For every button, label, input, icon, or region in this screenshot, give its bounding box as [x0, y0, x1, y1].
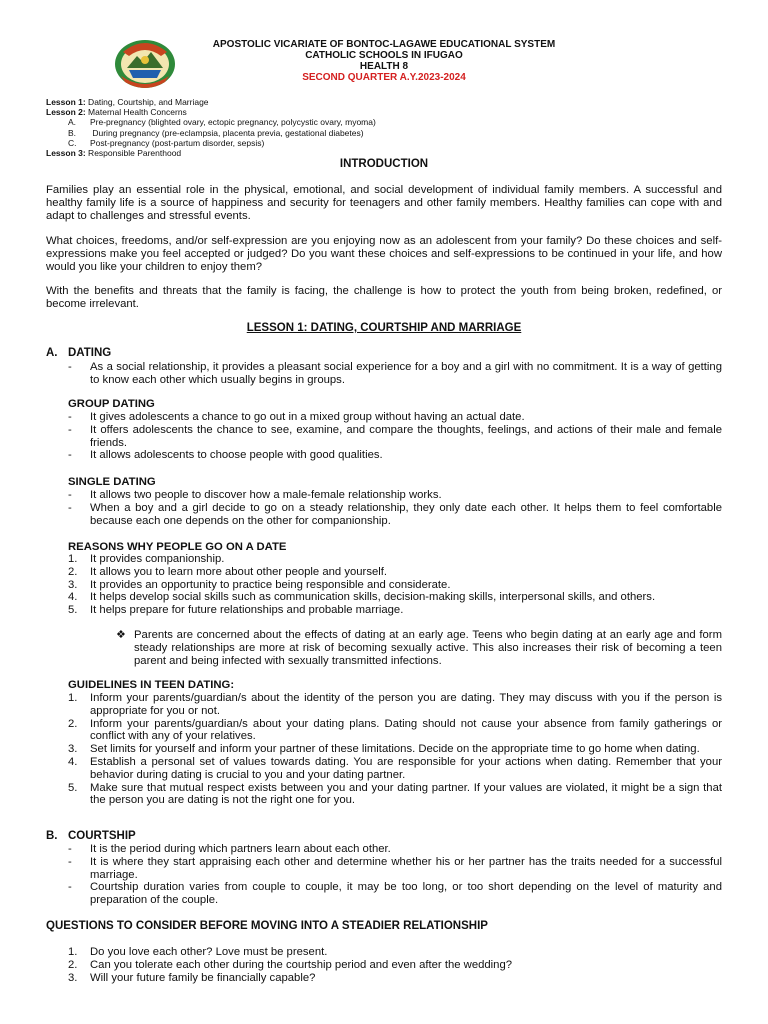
questions-heading: QUESTIONS TO CONSIDER BEFORE MOVING INTO A STEADIER RELATIONSHIP: [46, 920, 488, 932]
lesson1-heading: LESSON 1: DATING, COURTSHIP AND MARRIAGE: [246, 322, 522, 334]
list-item: 1. Inform your parents/guardian/s about the identity of the person you are dating. They may discuss with you if the person is appropriate for you or not.: [68, 692, 722, 717]
list-item: 1. It provides companionship.: [68, 553, 225, 565]
list-item: 5. It helps prepare for future relationships and probable marriage.: [68, 604, 404, 617]
single-dating-list: [68, 489, 722, 527]
list-item: - It gives adolescents a chance to go out in a mixed group without having an actual date.: [68, 411, 525, 423]
reasons-heading: REASONS WHY PEOPLE GO ON A DATE: [68, 541, 287, 553]
lesson-outline: [46, 97, 376, 158]
intro-paragraph: What choices, freedoms, and/or self-expression are you enjoying now as an adolescent from your family? Do these choices and self-expressions make you feel accepted or judged? Do you want these choices and self-expressions to be continued in your life, and how would you like your children to enjoy them?: [46, 235, 722, 273]
lesson-line: Lesson 1: Dating, Courtship, and Marriage: [46, 97, 209, 107]
intro-paragraph: With the benefits and threats that the family is facing, the challenge is how to protect the youth from being broken, redefined, or become irrelevant.: [46, 285, 722, 310]
section-courtship-heading: B. COURTSHIP: [46, 830, 136, 842]
reasons-list: [68, 553, 722, 617]
lesson-line: Lesson 2: Maternal Health Concerns: [46, 107, 187, 118]
list-item: - It is the period during which partners learn about each other.: [68, 843, 391, 855]
list-item: 4. It helps develop social skills such as communication skills, decision-making skills, interpersonal skills, and others.: [68, 591, 656, 604]
introduction-heading: INTRODUCTION: [339, 158, 429, 170]
list-item: - It allows adolescents to choose people with good qualities.: [68, 449, 383, 462]
intro-paragraph: Families play an essential role in the physical, emotional, and social development of individual family members. A successful and healthy family life is a source of happiness and security for teenagers and other family members. Healthy families can cope with and adapt to challenges and stressful events.: [46, 184, 722, 222]
list-item: 3. It provides an opportunity to practice being responsible and considerate.: [68, 578, 451, 591]
document-header: [0, 34, 768, 94]
list-item: 2. Can you tolerate each other during the courtship period and even after the wedding?: [68, 958, 513, 971]
list-item: - Courtship duration varies from couple to couple, it may be too long, or too short depending on the level of maturity and preparation of the couple.: [68, 881, 722, 907]
header-line-schools: CATHOLIC SCHOOLS IN IFUGAO: [305, 50, 463, 61]
guidelines-heading: GUIDELINES IN TEEN DATING:: [68, 679, 235, 691]
header-line-quarter: SECOND QUARTER A.Y.2023-2024: [302, 72, 466, 83]
list-item: - When a boy and a girl decide to go on a steady relationship, they only date each other. It helps them to feel comfortable because each one depends on the other for companionship.: [68, 501, 722, 527]
list-item: 3. Will your future family be financially capable?: [68, 971, 316, 984]
section-dating-heading: A. DATING: [46, 347, 112, 359]
dating-list: [68, 361, 722, 387]
header-line-system: APOSTOLIC VICARIATE OF BONTOC-LAGAWE EDUCATIONAL SYSTEM: [212, 39, 556, 50]
courtship-list: [68, 843, 722, 907]
lesson-subitem: C. Post-pregnancy (post-partum disorder, sepsis): [68, 137, 265, 148]
list-item: 1. Do you love each other? Love must be present.: [68, 946, 328, 958]
diamond-bullet-icon: ❖: [116, 629, 126, 641]
group-dating-heading: GROUP DATING: [68, 398, 155, 410]
group-dating-list: [68, 411, 722, 462]
list-item: 2. It allows you to learn more about other people and yourself.: [68, 565, 388, 578]
questions-list: [68, 946, 722, 984]
lesson-subitem: B. During pregnancy (pre-eclampsia, placenta previa, gestational diabetes): [68, 127, 364, 138]
list-item: 4. Establish a personal set of values towards dating. You are responsible for your actions when dating. Remember that your behavior during dating is crucial to you and your dating partner.: [68, 755, 722, 781]
header-text-block: [150, 39, 618, 83]
lesson-subitem: A. Pre-pregnancy (blighted ovary, ectopic pregnancy, polycystic ovary, myoma): [68, 117, 376, 128]
list-item: 2. Inform your parents/guardian/s about your dating plans. Dating should not cause your absence from family gatherings or conflict with any of your relatives.: [68, 717, 722, 743]
single-dating-heading: SINGLE DATING: [68, 476, 156, 488]
list-item: - It offers adolescents the chance to see, examine, and compare the thoughts, feelings, and actions of their male and female friends.: [68, 423, 722, 449]
guidelines-list: [68, 692, 722, 807]
list-item: 5. Make sure that mutual respect exists between you and your dating partner. If your values are violated, it might be a sign that the person you are dating is not the right one for you.: [68, 781, 722, 807]
list-item: - As a social relationship, it provides a pleasant social experience for a boy and a girl with no commitment. It is a way of getting to know each other which usually begins in groups.: [68, 361, 722, 386]
list-item: - It is where they start appraising each other and determine whether his or her partner has the traits needed for a successful marriage.: [68, 855, 722, 881]
list-item: - It allows two people to discover how a male-female relationship works.: [68, 489, 442, 501]
lesson-line: Lesson 3: Responsible Parenthood: [46, 148, 182, 159]
header-line-subject: HEALTH 8: [359, 61, 409, 72]
parents-concern-note: ❖ Parents are concerned about the effects of dating at an early age. Teens who begin dating at an early age and form steady relationships are more at risk of becoming sexually active. This also increases their risk of becoming a teen parent and being infected with sexually transmitted infections.: [116, 629, 722, 667]
list-item: 3. Set limits for yourself and inform your partner of these limitations. Decide on the appropriate time to go home when dating.: [68, 743, 700, 756]
